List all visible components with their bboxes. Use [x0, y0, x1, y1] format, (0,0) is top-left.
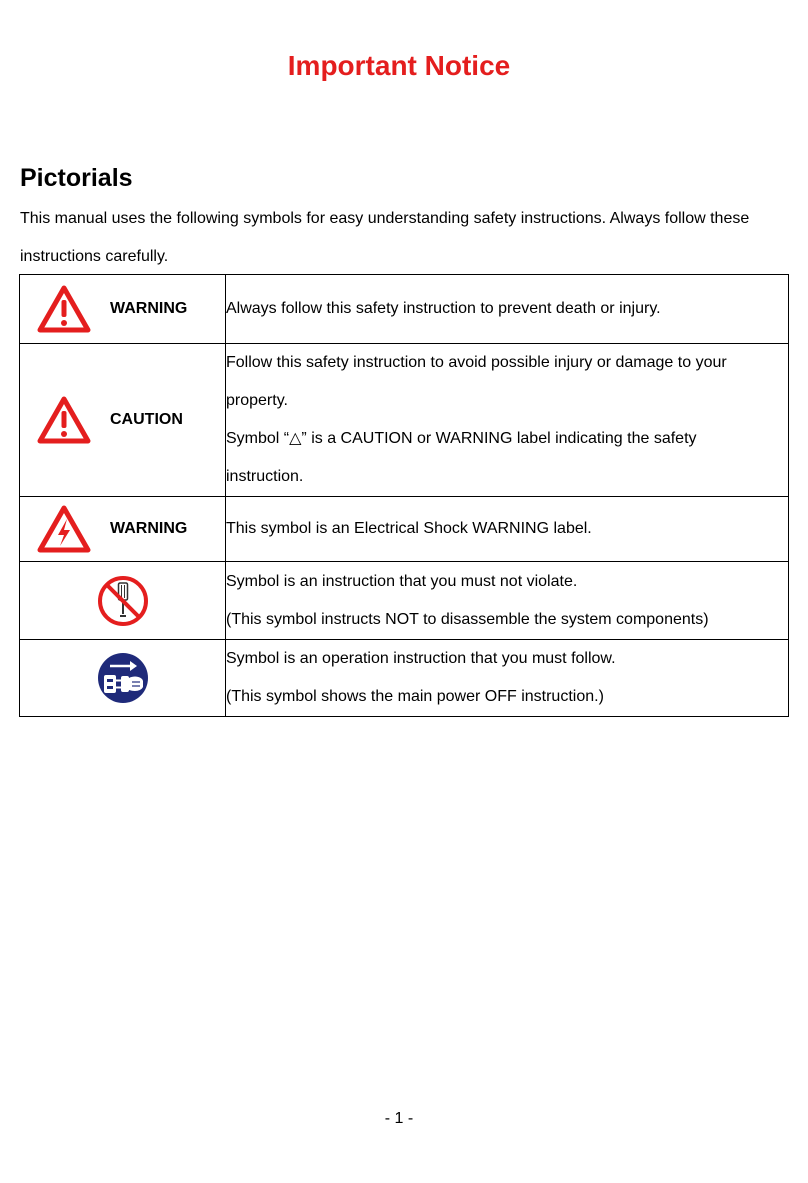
description-cell — [226, 562, 789, 640]
symbol-cell — [20, 275, 226, 344]
caution-triangle-icon — [34, 392, 94, 448]
symbol-label: CAUTION — [110, 411, 183, 428]
description-line: Symbol “△” is a CAUTION or WARNING label indicating the safety — [226, 430, 697, 447]
description-cell — [226, 344, 789, 497]
table-row — [20, 344, 789, 497]
description-line: Symbol is an operation instruction that you must follow. — [226, 650, 616, 667]
symbol-cell — [20, 562, 226, 640]
table-row — [20, 562, 789, 640]
description-line: Always follow this safety instruction to prevent death or injury. — [226, 300, 661, 317]
symbol-label: WARNING — [110, 520, 188, 537]
description-line: property. — [226, 392, 288, 409]
description-line: Symbol is an instruction that you must not violate. — [226, 572, 578, 590]
page-number: - 1 - — [384, 1110, 414, 1127]
description-line: This symbol is an Electrical Shock WARNING label. — [226, 520, 592, 537]
symbol-cell — [20, 497, 226, 562]
symbols-table — [19, 274, 789, 717]
description-line: (This symbol shows the main power OFF instruction.) — [226, 688, 604, 705]
table-row — [20, 275, 789, 344]
page-title: Important Notice — [287, 50, 511, 81]
warning-triangle-icon — [34, 281, 94, 337]
symbol-label: WARNING — [110, 300, 188, 317]
description-cell — [226, 275, 789, 344]
description-cell — [226, 497, 789, 562]
symbol-cell — [20, 344, 226, 497]
intro-paragraph: This manual uses the following symbols for easy understanding safety instructions. Always follow these instructions carefully. — [20, 210, 750, 265]
electrical-shock-icon — [34, 501, 94, 557]
section-heading: Pictorials — [20, 164, 133, 192]
symbol-cell — [20, 640, 226, 717]
no-disassembly-icon — [93, 573, 153, 629]
description-cell — [226, 640, 789, 717]
unplug-power-icon — [93, 650, 153, 706]
table-row — [20, 640, 789, 717]
description-line: (This symbol instructs NOT to disassemble the system components) — [226, 610, 709, 628]
description-line: instruction. — [226, 468, 304, 485]
description-line: Follow this safety instruction to avoid possible injury or damage to your — [226, 354, 727, 371]
table-row — [20, 497, 789, 562]
